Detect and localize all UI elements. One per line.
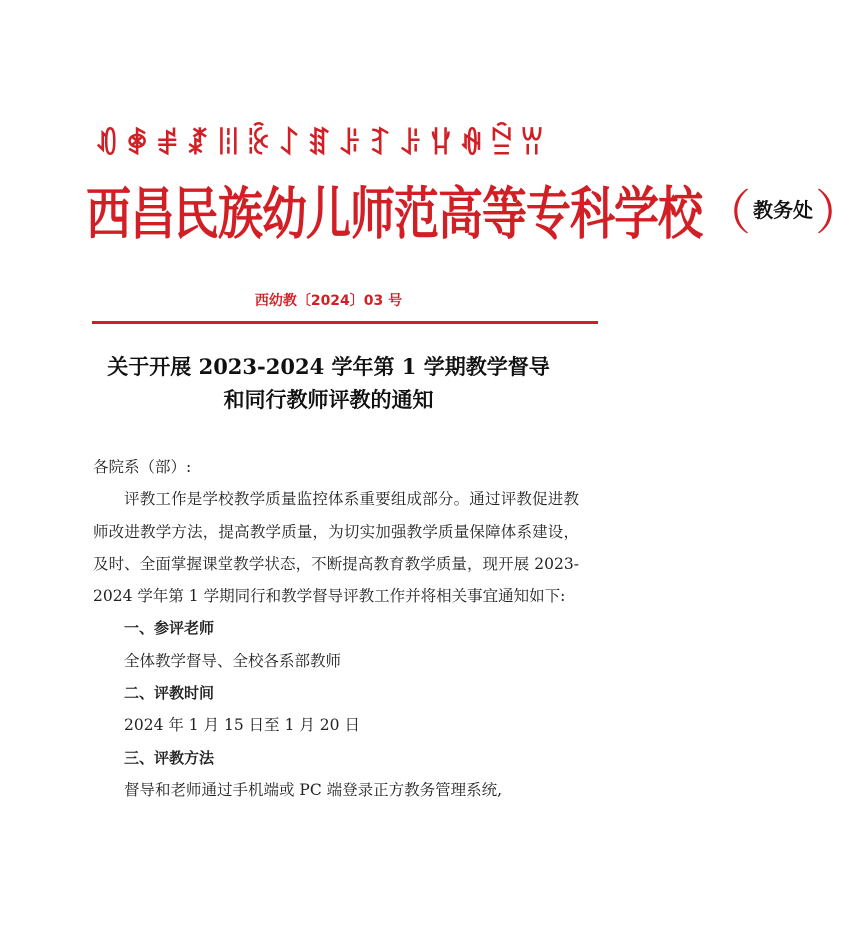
yi-glyph: ꃚ	[429, 126, 454, 162]
red-divider-line	[92, 321, 598, 324]
yi-glyph: ꋍ	[277, 126, 302, 162]
yi-glyph: ꊁ	[490, 126, 515, 162]
yi-glyph: ꊬ	[246, 126, 272, 162]
yi-glyph: ꂱ	[155, 126, 181, 162]
section-1-heading: 一、参评老师	[124, 619, 215, 638]
title-line-2: 和同行教师评教的通知	[223, 387, 434, 412]
paren-close: ）	[815, 184, 863, 241]
notice-body	[93, 451, 579, 806]
notice-title	[70, 350, 587, 416]
section-2-text: 2024 年 1 月 15 日至 1 月 20 日	[124, 716, 360, 735]
document-number: 西幼教〔2024〕03 号	[254, 293, 403, 309]
department-name: 教务处	[753, 197, 814, 222]
yi-glyph: ꌠ	[338, 126, 363, 162]
section-3-heading: 三、评教方法	[124, 748, 215, 767]
letterhead-title	[86, 168, 863, 248]
yi-script-header	[95, 118, 545, 166]
salutation: 各院系（部）:	[93, 458, 192, 476]
yi-glyph: ꀒ	[95, 126, 120, 162]
section-3-text: 督导和老师通过手机端或 PC 端登录正方教务管理系统,	[124, 780, 503, 799]
institution-name: 西昌民族幼儿师范高等专科学校	[86, 179, 703, 247]
yi-glyph: ꊿ	[459, 126, 485, 162]
paren-open: （	[703, 184, 752, 241]
intro-paragraph: 评教工作是学校教学质量监控体系重要组成部分。通过评教促进教师改进教学方法，提高教学质量，为切实加强教学质量保障体系建设，及时、全面掌握课堂教学状态，不断提高教育教学质量，现开展 2023-2024 学年第 1 学期同行和教学督导评教工作并将相关事宜通知如下:	[93, 490, 579, 606]
yi-glyph: ꆈ	[368, 126, 393, 162]
section-2-heading: 二、评教时间	[124, 684, 215, 703]
yi-glyph: ꌠ	[398, 126, 424, 162]
section-1-text: 全体教学督导、全校各系部教师	[124, 651, 342, 670]
yi-glyph: ꏤ	[307, 126, 333, 162]
yi-glyph: ꀕ	[520, 126, 545, 162]
yi-glyph: ꑸ	[125, 126, 150, 162]
title-line-1: 关于开展 2023-2024 学年第 1 学期教学督导	[107, 354, 550, 379]
yi-glyph: ꈨ	[216, 126, 241, 162]
yi-glyph: ꊨ	[186, 126, 211, 162]
